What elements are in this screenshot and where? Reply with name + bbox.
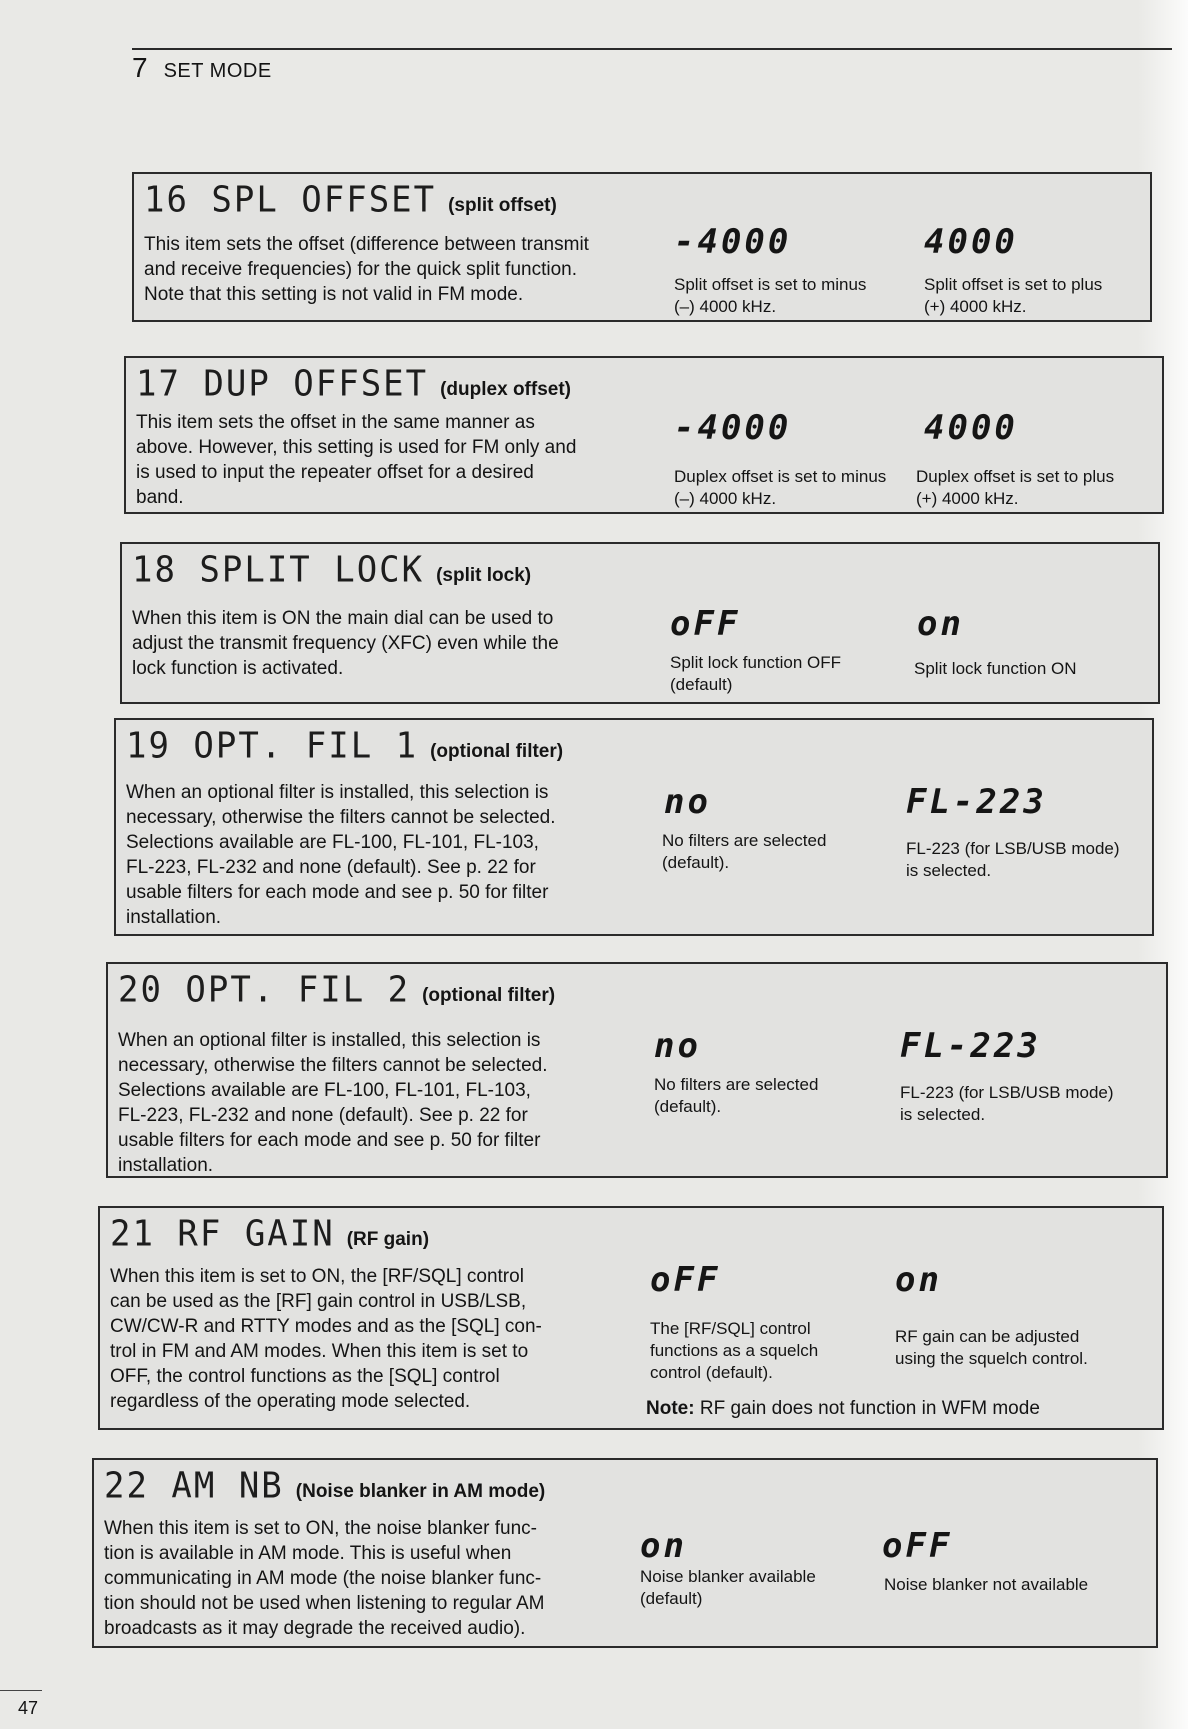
option-a-caption: [662, 830, 826, 874]
lcd-option-a: no: [654, 1026, 701, 1066]
lcd-title: 16 SPL OFFSET: [144, 179, 437, 221]
option-a-caption: [654, 1074, 818, 1118]
lcd-title: 20 OPT. FIL 2: [118, 969, 411, 1011]
option-a-caption: [640, 1566, 816, 1610]
lcd-option-b: FL-223: [900, 1026, 1041, 1066]
option-b-caption: [884, 1574, 1088, 1596]
lcd-title: 19 OPT. FIL 1: [126, 725, 419, 767]
section-subtitle: (duplex offset): [440, 379, 571, 400]
option-a-caption: [650, 1318, 818, 1384]
lcd-title: 22 AM NB: [104, 1465, 284, 1507]
desc-line: FL-223, FL-232 and none (default). See p. 22 for: [118, 1105, 528, 1126]
section-description: [110, 1264, 542, 1414]
caption-line: (+) 4000 kHz.: [916, 489, 1019, 508]
section-opt-fil-1: [114, 718, 1154, 936]
lcd-option-a: oFF: [670, 604, 741, 644]
section-title-row: [126, 726, 563, 766]
section-subtitle: (RF gain): [346, 1229, 430, 1250]
caption-line: Duplex offset is set to plus: [916, 467, 1115, 486]
lcd-option-a: on: [640, 1526, 687, 1566]
desc-line: usable filters for each mode and see p. 50 for filter: [118, 1130, 541, 1151]
desc-line: regardless of the operating mode selected.: [110, 1391, 471, 1412]
option-b-caption: [924, 274, 1102, 318]
page-header: [132, 52, 272, 84]
note-label: Note:: [646, 1398, 695, 1419]
caption-line: (default).: [654, 1097, 722, 1116]
desc-line: When an optional filter is installed, this selection is: [118, 1030, 541, 1051]
desc-line: OFF, the control functions as the [SQL] control: [110, 1366, 500, 1387]
desc-line: communicating in AM mode (the noise blanker func-: [104, 1568, 542, 1589]
option-a-caption: [674, 274, 866, 318]
section-title-row: [118, 970, 555, 1010]
caption-line: Noise blanker available: [640, 1567, 816, 1586]
section-description: [144, 232, 589, 307]
option-a-caption: [670, 652, 841, 696]
desc-line: This item sets the offset in the same manner as: [136, 412, 535, 433]
section-subtitle: (optional filter): [430, 741, 564, 762]
desc-line: CW/CW-R and RTTY modes and as the [SQL] con-: [110, 1316, 542, 1337]
lcd-option-b: 4000: [924, 408, 1018, 448]
lcd-title: 17 DUP OFFSET: [136, 363, 429, 405]
section-description: [104, 1516, 544, 1641]
caption-line: Split offset is set to plus: [924, 275, 1103, 294]
option-b-caption: [900, 1082, 1114, 1126]
chapter-title: SET MODE: [163, 60, 272, 82]
caption-line: Split offset is set to minus: [674, 275, 867, 294]
section-subtitle: (split offset): [448, 195, 557, 216]
desc-line: is used to input the repeater offset for a desired: [136, 462, 534, 483]
caption-line: (default).: [662, 853, 730, 872]
lcd-option-a: -4000: [674, 408, 792, 448]
section-title-row: [136, 364, 571, 404]
desc-line: usable filters for each mode and see p. 50 for filter: [126, 882, 549, 903]
desc-line: When this item is set to ON, the noise blanker func-: [104, 1518, 537, 1539]
section-am-nb: [92, 1458, 1158, 1648]
option-b-caption: [914, 658, 1077, 680]
caption-line: using the squelch control.: [895, 1349, 1088, 1368]
section-title-row: [104, 1466, 545, 1506]
lcd-option-b: on: [917, 604, 964, 644]
desc-line: This item sets the offset (difference between transmit: [144, 234, 589, 255]
caption-line: functions as a squelch: [650, 1341, 819, 1360]
desc-line: Selections available are FL-100, FL-101, FL-103,: [118, 1080, 531, 1101]
caption-line: (default): [640, 1589, 703, 1608]
desc-line: above. However, this setting is used for FM only and: [136, 437, 577, 458]
lcd-option-a: -4000: [674, 222, 792, 262]
desc-line: adjust the transmit frequency (XFC) even while the: [132, 633, 559, 654]
desc-line: can be used as the [RF] gain control in USB/LSB,: [110, 1291, 527, 1312]
caption-line: (default): [670, 675, 733, 694]
caption-line: Duplex offset is set to minus: [674, 467, 887, 486]
desc-line: Selections available are FL-100, FL-101, FL-103,: [126, 832, 539, 853]
section-title-row: [132, 550, 531, 590]
section-title-row: [144, 180, 557, 220]
section-title-row: [110, 1214, 429, 1254]
lcd-title: 18 SPLIT LOCK: [132, 549, 425, 591]
section-description: [132, 606, 559, 681]
section-split-lock: [120, 542, 1160, 704]
section-subtitle: (optional filter): [422, 985, 556, 1006]
lcd-title: 21 RF GAIN: [110, 1213, 335, 1255]
desc-line: necessary, otherwise the filters cannot be selected.: [126, 807, 556, 828]
desc-line: tion should not be used when listening to regular AM: [104, 1593, 545, 1614]
note: [646, 1398, 1040, 1420]
header-rule: [132, 48, 1172, 50]
section-subtitle: (Noise blanker in AM mode): [295, 1481, 546, 1502]
caption-line: control (default).: [650, 1363, 773, 1382]
caption-line: FL-223 (for LSB/USB mode): [900, 1083, 1114, 1102]
caption-line: is selected.: [900, 1105, 986, 1124]
section-rf-gain: [98, 1206, 1164, 1430]
option-b-caption: [916, 466, 1114, 510]
section-opt-fil-2: [106, 962, 1168, 1178]
desc-line: installation.: [118, 1155, 214, 1176]
section-description: [118, 1028, 548, 1178]
desc-line: When this item is ON the main dial can be used to: [132, 608, 554, 629]
desc-line: trol in FM and AM modes. When this item is set to: [110, 1341, 529, 1362]
caption-line: RF gain can be adjusted: [895, 1327, 1080, 1346]
desc-line: When an optional filter is installed, this selection is: [126, 782, 549, 803]
desc-line: lock function is activated.: [132, 658, 344, 679]
desc-line: band.: [136, 487, 184, 508]
desc-line: FL-223, FL-232 and none (default). See p. 22 for: [126, 857, 536, 878]
caption-line: No filters are selected: [662, 831, 827, 850]
section-dup-offset: [124, 356, 1164, 514]
chapter-number: 7: [132, 52, 148, 83]
desc-line: installation.: [126, 907, 222, 928]
option-b-caption: [895, 1326, 1088, 1370]
note-text: RF gain does not function in WFM mode: [699, 1398, 1040, 1419]
section-description: [126, 780, 556, 930]
option-a-caption: [674, 466, 886, 510]
desc-line: tion is available in AM mode. This is useful when: [104, 1543, 512, 1564]
caption-line: Noise blanker not available: [884, 1575, 1089, 1594]
lcd-option-a: oFF: [650, 1260, 721, 1300]
caption-line: (+) 4000 kHz.: [924, 297, 1027, 316]
lcd-option-a: no: [664, 782, 711, 822]
caption-line: The [RF/SQL] control: [650, 1319, 811, 1338]
caption-line: (–) 4000 kHz.: [674, 297, 777, 316]
option-b-caption: [906, 838, 1120, 882]
caption-line: FL-223 (for LSB/USB mode): [906, 839, 1120, 858]
page-number-rule: [0, 1690, 42, 1691]
desc-line: necessary, otherwise the filters cannot be selected.: [118, 1055, 548, 1076]
lcd-option-b: oFF: [882, 1526, 953, 1566]
caption-line: (–) 4000 kHz.: [674, 489, 777, 508]
lcd-option-b: FL-223: [906, 782, 1047, 822]
section-description: [136, 410, 576, 510]
caption-line: Split lock function OFF: [670, 653, 842, 672]
desc-line: and receive frequencies) for the quick split function.: [144, 259, 578, 280]
desc-line: When this item is set to ON, the [RF/SQL] control: [110, 1266, 524, 1287]
lcd-option-b: on: [895, 1260, 942, 1300]
section-subtitle: (split lock): [436, 565, 532, 586]
page-number: 47: [18, 1698, 39, 1718]
caption-line: Split lock function ON: [914, 659, 1077, 678]
caption-line: is selected.: [906, 861, 992, 880]
desc-line: Note that this setting is not valid in FM mode.: [144, 284, 524, 305]
lcd-option-b: 4000: [924, 222, 1018, 262]
desc-line: broadcasts as it may degrade the received audio).: [104, 1618, 526, 1639]
section-spl-offset: [132, 172, 1152, 322]
caption-line: No filters are selected: [654, 1075, 819, 1094]
